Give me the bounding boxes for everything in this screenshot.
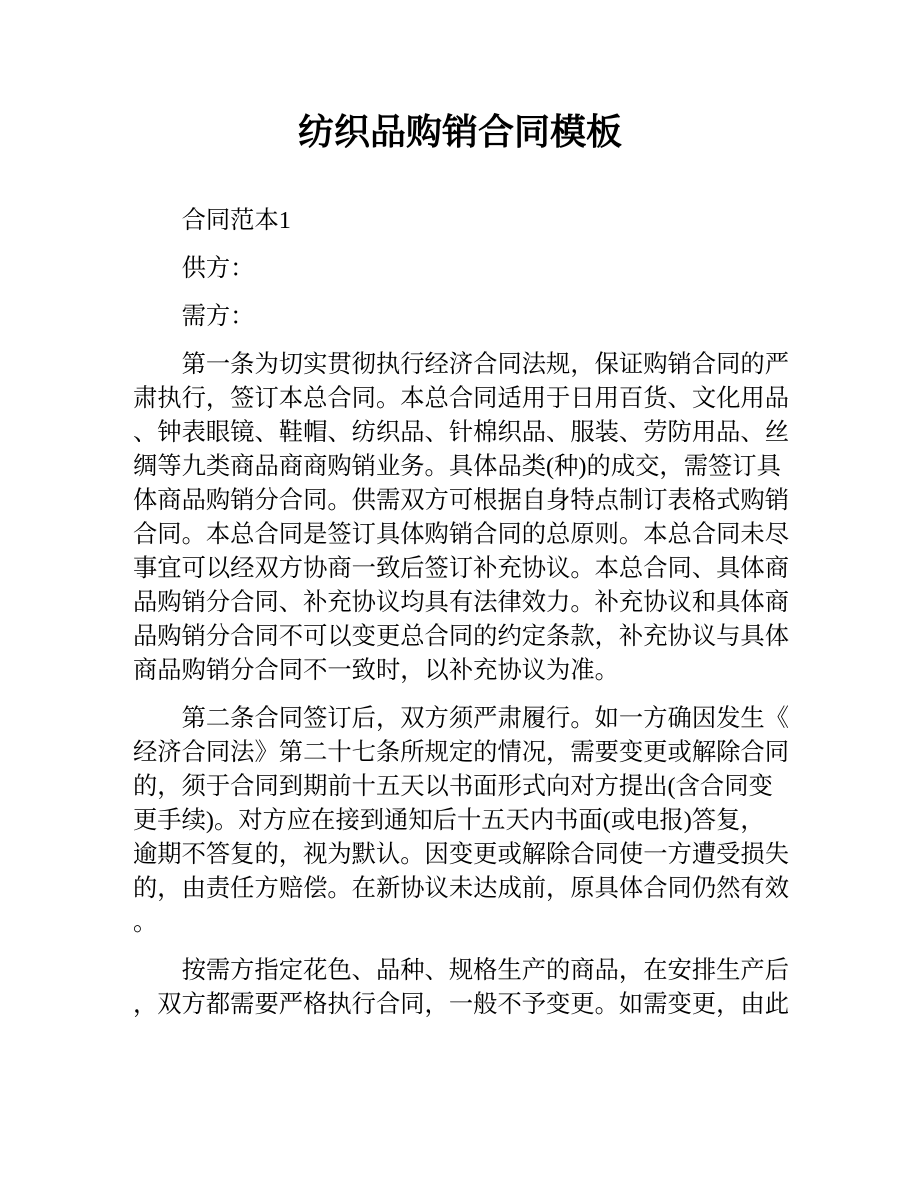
clause-1 [133, 348, 813, 688]
buyer-line [133, 300, 813, 334]
text-line: 按需方指定花色、品种、规格生产的商品，在安排生产后 [181, 957, 790, 984]
text-line: 逾期不答复的，视为默认。因变更或解除合同使一方遭受损失 [133, 841, 790, 868]
text-line: 肃执行，签订本总合同。本总合同适用于日用百货、文化用品 [133, 385, 790, 412]
text-line: 合同范本1 [181, 207, 291, 234]
document-body [133, 204, 813, 1022]
text-line: 的，由责任方赔偿。在新协议未达成前，原具体合同仍然有效 [133, 875, 790, 902]
text-line: 需方： [181, 303, 255, 330]
text-line: 、钟表眼镜、鞋帽、纺织品、针棉织品、服装、劳防用品、丝 [133, 419, 790, 446]
text-line: 合同。本总合同是签订具体购销合同的总原则。本总合同未尽 [133, 521, 790, 548]
text-line: ，双方都需要严格执行合同，一般不予变更。如需变更，由此 [133, 991, 790, 1018]
text-line: 体商品购销分合同。供需双方可根据自身特点制订表格式购销 [133, 487, 790, 514]
text-line: 经济合同法》第二十七条所规定的情况，需要变更或解除合同 [133, 739, 790, 766]
text-line: 事宜可以经双方协商一致后签订补充协议。本总合同、具体商 [133, 555, 790, 582]
text-line: 第一条为切实贯彻执行经济合同法规，保证购销合同的严 [181, 351, 790, 378]
document-title: 纺织品购销合同模板 [297, 111, 622, 152]
text-line: 品购销分合同、补充协议均具有法律效力。补充协议和具体商 [133, 589, 790, 616]
contract-template-label [133, 204, 813, 238]
text-line: 。 [133, 909, 158, 936]
clause-3 [133, 954, 813, 1022]
text-line: 更手续)。对方应在接到通知后十五天内书面(或电报)答复， [133, 807, 765, 834]
text-line: 第二条合同签订后，双方须严肃履行。如一方确因发生《 [181, 705, 790, 732]
text-line: 绸等九类商品商商购销业务。具体品类(种)的成交，需签订具 [133, 453, 781, 480]
text-line: 供方： [181, 255, 255, 282]
text-line: 商品购销分合同不一致时，以补充协议为准。 [133, 657, 619, 684]
clause-2 [133, 702, 813, 940]
text-line: 品购销分合同不可以变更总合同的约定条款，补充协议与具体 [133, 623, 790, 650]
supplier-line [133, 252, 813, 286]
text-line: 的，须于合同到期前十五天以书面形式向对方提出(含合同变 [133, 773, 773, 800]
